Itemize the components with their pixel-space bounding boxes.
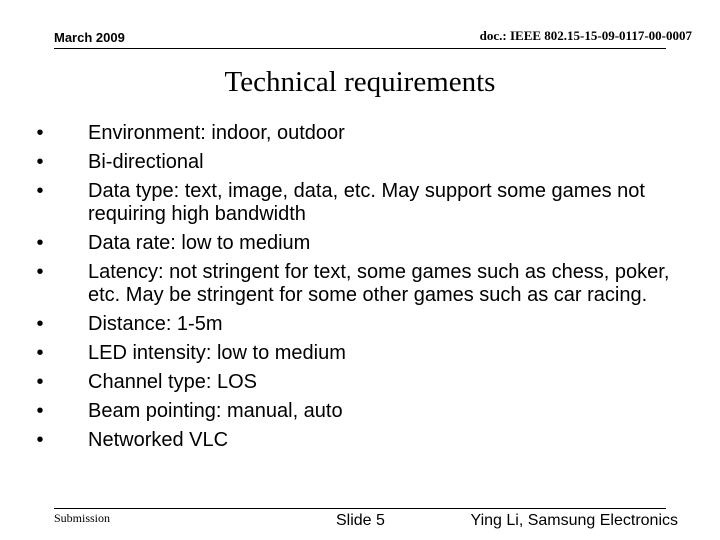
header-date: March 2009 (54, 30, 125, 45)
footer-slide-number: Slide 5 (336, 512, 385, 529)
bullet-icon: • (36, 400, 44, 422)
bullet-text: LED intensity: low to medium (88, 342, 346, 364)
header-divider (54, 48, 666, 49)
bullet-text: Latency: not stringent for text, some games such as chess, poker, etc. May be stringent for some other games such as car racing. (88, 261, 670, 306)
bullet-text: Environment: indoor, outdoor (88, 122, 345, 144)
list-item (30, 313, 670, 336)
bullet-icon: • (36, 313, 44, 335)
bullet-text: Channel type: LOS (88, 371, 257, 393)
list-item (30, 342, 670, 365)
bullet-icon: • (36, 151, 44, 173)
bullet-text: Bi-directional (88, 151, 204, 173)
bullet-list (30, 122, 670, 458)
list-item (30, 400, 670, 423)
list-item (30, 261, 670, 307)
bullet-icon: • (36, 232, 44, 254)
list-item (30, 371, 670, 394)
bullet-icon: • (36, 122, 44, 144)
bullet-text: Beam pointing: manual, auto (88, 400, 343, 422)
list-item (30, 151, 670, 174)
bullet-text: Data type: text, image, data, etc. May support some games not requiring high bandwidth (88, 180, 645, 225)
bullet-text: Distance: 1-5m (88, 313, 223, 335)
bullet-icon: • (36, 371, 44, 393)
slide-title: Technical requirements (224, 66, 496, 98)
footer-author: Ying Li, Samsung Electronics (470, 512, 678, 529)
bullet-icon: • (36, 342, 44, 364)
list-item (30, 180, 670, 226)
list-item (30, 232, 670, 255)
bullet-icon: • (36, 261, 44, 283)
bullet-text: Networked VLC (88, 429, 229, 451)
bullet-icon: • (36, 180, 44, 202)
header-document-id: doc.: IEEE 802.15-15-09-0117-00-0007 (479, 28, 692, 43)
list-item (30, 429, 670, 452)
bullet-icon: • (36, 429, 44, 451)
list-item (30, 122, 670, 145)
bullet-text: Data rate: low to medium (88, 232, 311, 254)
footer-divider (54, 508, 666, 509)
footer-submission-label: Submission (54, 511, 111, 525)
